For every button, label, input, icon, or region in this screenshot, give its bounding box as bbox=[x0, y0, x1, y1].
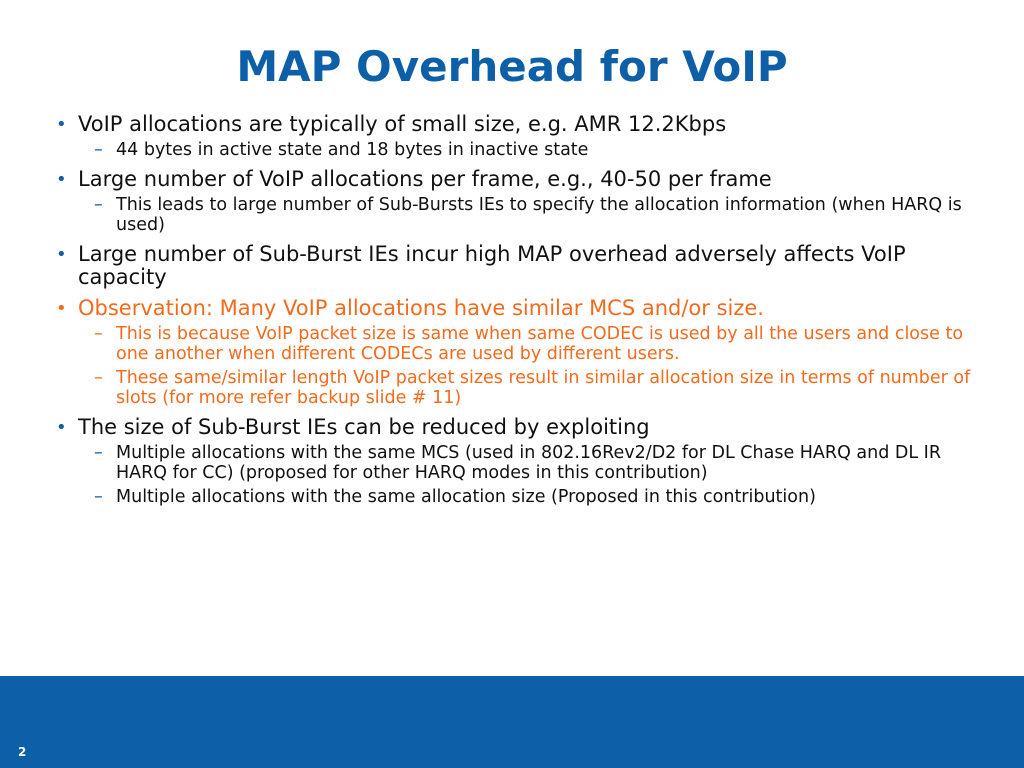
bullet-text: Observation: Many VoIP allocations have similar MCS and/or size. bbox=[78, 296, 764, 320]
dash-icon: – bbox=[94, 487, 103, 507]
sub-bullet-text: This leads to large number of Sub-Bursts IEs to specify the allocation information (when HARQ is used) bbox=[116, 195, 962, 235]
sub-bullet-text: Multiple allocations with the same MCS (used in 802.16Rev2/D2 for DL Chase HARQ and DL IR HARQ for CC) (proposed for other HARQ modes in this contribution) bbox=[116, 443, 941, 483]
bullet-list bbox=[56, 113, 976, 507]
sub-bullet-text: Multiple allocations with the same allocation size (Proposed in this contribution) bbox=[116, 487, 816, 507]
bullet-text: VoIP allocations are typically of small size, e.g. AMR 12.2Kbps bbox=[78, 112, 727, 136]
dash-icon: – bbox=[94, 443, 103, 463]
bullet-dot-icon: • bbox=[56, 169, 67, 190]
bullet-dot-icon: • bbox=[56, 417, 67, 438]
sub-bullet-codec bbox=[94, 324, 976, 364]
sub-bullet-text: 44 bytes in active state and 18 bytes in inactive state bbox=[116, 140, 589, 160]
page-number: 2 bbox=[18, 745, 27, 759]
footer-bar bbox=[0, 676, 1024, 768]
bullet-dot-icon: • bbox=[56, 298, 67, 319]
slide-title: MAP Overhead for VoIP bbox=[236, 42, 788, 91]
sub-bullet-same-size bbox=[94, 487, 976, 507]
dash-icon: – bbox=[94, 368, 103, 388]
bullet-dot-icon: • bbox=[56, 244, 67, 265]
bullet-voip-allocations bbox=[56, 113, 976, 136]
bullet-allocations-per-frame bbox=[56, 168, 976, 191]
sub-bullet-packet-sizes bbox=[94, 368, 976, 408]
bullet-text: Large number of VoIP allocations per frame, e.g., 40-50 per frame bbox=[78, 167, 772, 191]
bullet-text: The size of Sub-Burst IEs can be reduced by exploiting bbox=[78, 415, 650, 439]
bullet-reduce-size bbox=[56, 416, 976, 439]
sub-bullet-sub-bursts bbox=[94, 195, 976, 235]
dash-icon: – bbox=[94, 324, 103, 344]
bullet-observation bbox=[56, 297, 976, 320]
sub-bullet-bytes bbox=[94, 140, 976, 160]
sub-bullet-text: These same/similar length VoIP packet sizes result in similar allocation size in terms of number of slots (for more refer backup slide # 11) bbox=[116, 368, 971, 408]
dash-icon: – bbox=[94, 140, 103, 160]
dash-icon: – bbox=[94, 195, 103, 215]
sub-bullet-same-mcs bbox=[94, 443, 976, 483]
sub-bullet-text: This is because VoIP packet size is same when same CODEC is used by all the users and close to one another when different CODECs are used by different users. bbox=[116, 324, 964, 364]
bullet-text: Large number of Sub-Burst IEs incur high MAP overhead adversely affects VoIP capacity bbox=[78, 242, 906, 289]
bullet-map-overhead bbox=[56, 243, 976, 289]
bullet-dot-icon: • bbox=[56, 114, 67, 135]
